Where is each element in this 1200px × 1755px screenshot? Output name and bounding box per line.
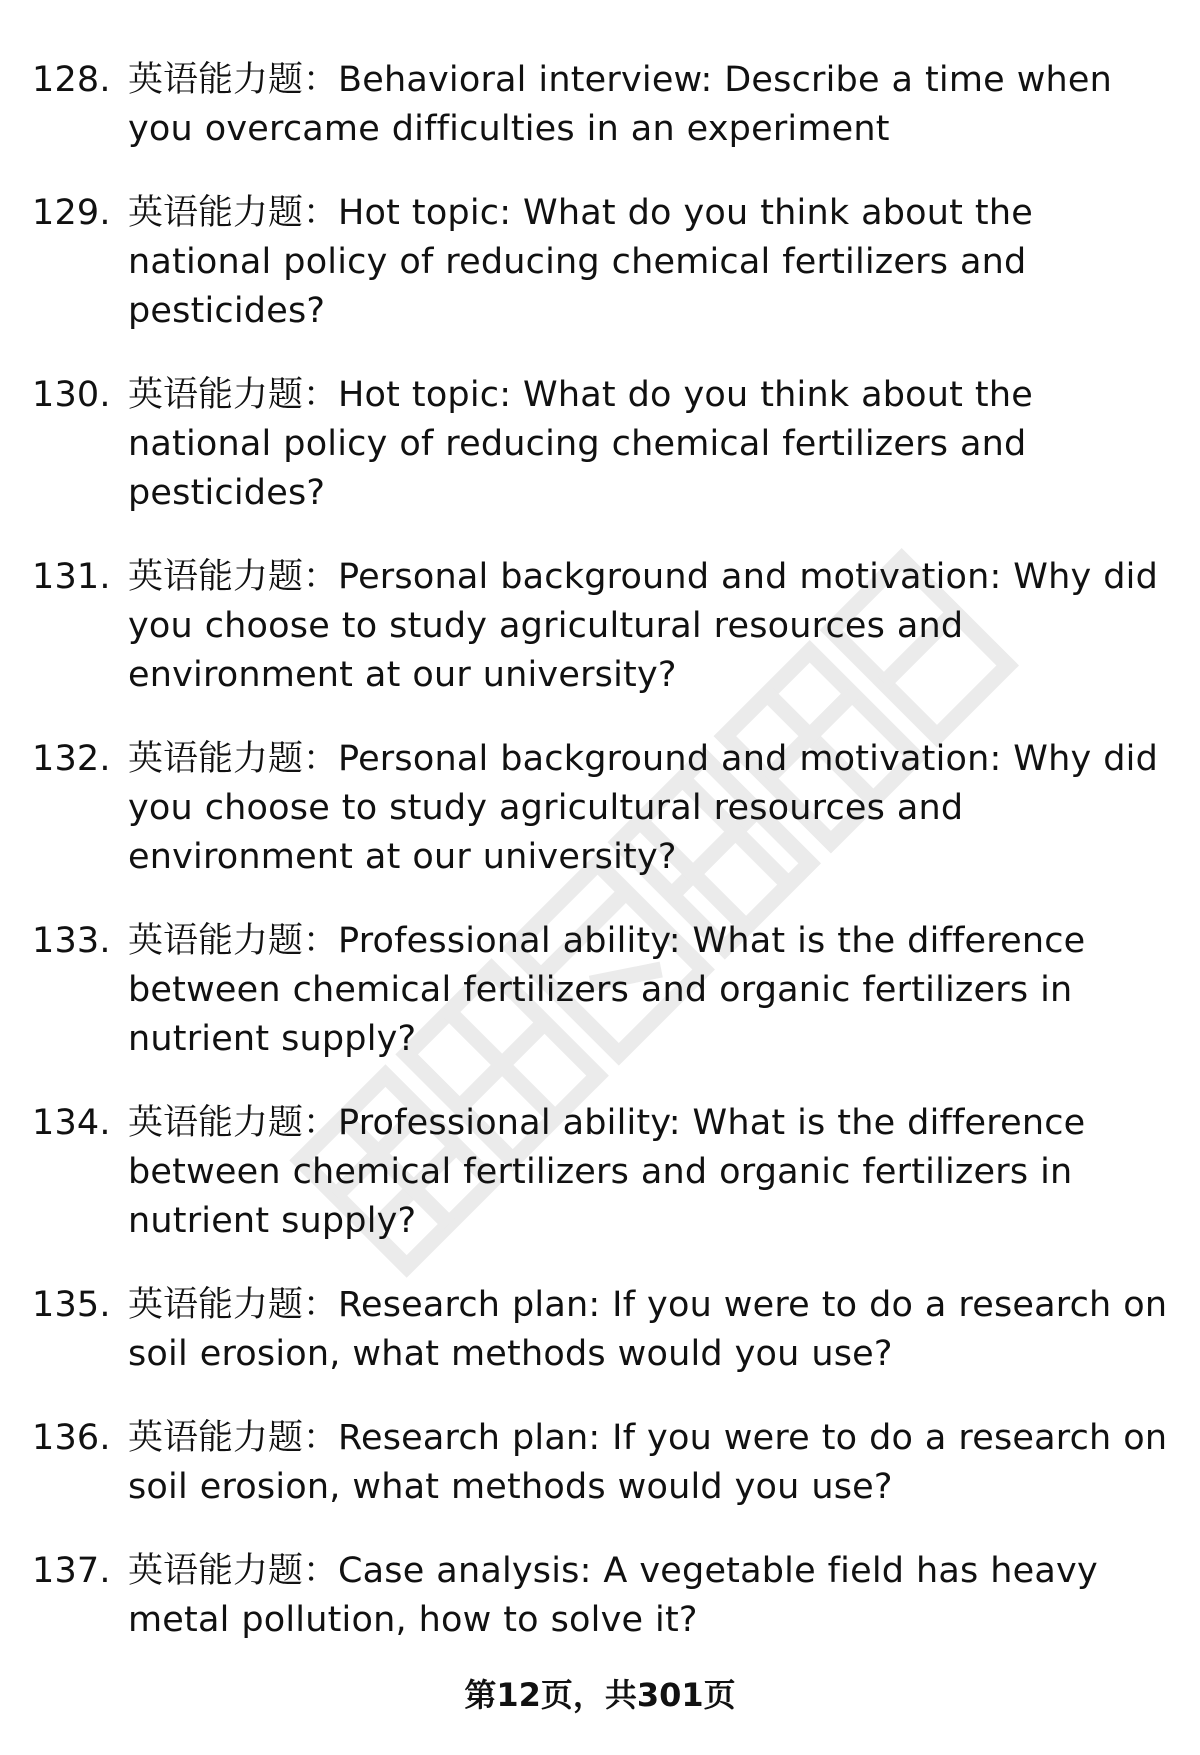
question-text [128, 189, 1168, 336]
question-body: Hot topic: What do you think about the national policy of reducing chemical fertilizers and pesticides? [128, 193, 1033, 331]
list-item [32, 1547, 1172, 1645]
question-number: 128. [32, 60, 111, 100]
question-text [128, 735, 1168, 882]
question-number: 136. [32, 1418, 111, 1458]
question-body: Professional ability: What is the difference between chemical fertilizers and organic fertilizers in nutrient supply? [128, 1103, 1086, 1241]
question-body: Research plan: If you were to do a research on soil erosion, what methods would you use? [128, 1418, 1168, 1507]
question-body: Case analysis: A vegetable field has heavy metal pollution, how to solve it? [128, 1551, 1098, 1640]
question-category-label: 英语能力题： [128, 1551, 339, 1591]
question-category-label: 英语能力题： [128, 1285, 339, 1325]
question-text [128, 1281, 1168, 1379]
question-number: 134. [32, 1103, 111, 1143]
list-item [32, 735, 1172, 882]
list-item [32, 553, 1172, 700]
question-number: 130. [32, 375, 111, 415]
question-number: 132. [32, 739, 111, 779]
question-number: 135. [32, 1285, 111, 1325]
question-text [128, 917, 1168, 1064]
question-category-label: 英语能力题： [128, 193, 339, 233]
list-item [32, 371, 1172, 518]
question-text [128, 56, 1168, 154]
question-body: Behavioral interview: Describe a time when you overcame difficulties in an experiment [128, 60, 1113, 149]
list-item [32, 917, 1172, 1064]
question-number: 133. [32, 921, 111, 961]
question-category-label: 英语能力题： [128, 921, 339, 961]
page-footer: 第12页，共301页 [464, 1676, 736, 1714]
list-item [32, 56, 1172, 154]
question-category-label: 英语能力题： [128, 1418, 339, 1458]
list-item [32, 189, 1172, 336]
question-category-label: 英语能力题： [128, 60, 339, 100]
question-body: Research plan: If you were to do a research on soil erosion, what methods would you use? [128, 1285, 1168, 1374]
question-text [128, 371, 1168, 518]
question-text [128, 553, 1168, 700]
list-item [32, 1099, 1172, 1246]
question-number: 129. [32, 193, 111, 233]
question-text [128, 1547, 1168, 1645]
question-list [32, 56, 1172, 1680]
question-category-label: 英语能力题： [128, 1103, 339, 1143]
question-number: 137. [32, 1551, 111, 1591]
question-text [128, 1099, 1168, 1246]
question-body: Personal background and motivation: Why did you choose to study agricultural resources and environment at our university? [128, 557, 1158, 695]
question-text [128, 1414, 1168, 1512]
question-body: Personal background and motivation: Why did you choose to study agricultural resources and environment at our university? [128, 739, 1158, 877]
list-item [32, 1281, 1172, 1379]
question-category-label: 英语能力题： [128, 739, 339, 779]
question-category-label: 英语能力题： [128, 557, 339, 597]
question-category-label: 英语能力题： [128, 375, 339, 415]
question-body: Hot topic: What do you think about the national policy of reducing chemical fertilizers and pesticides? [128, 375, 1033, 513]
list-item [32, 1414, 1172, 1512]
question-body: Professional ability: What is the difference between chemical fertilizers and organic fertilizers in nutrient supply? [128, 921, 1086, 1059]
question-number: 131. [32, 557, 111, 597]
